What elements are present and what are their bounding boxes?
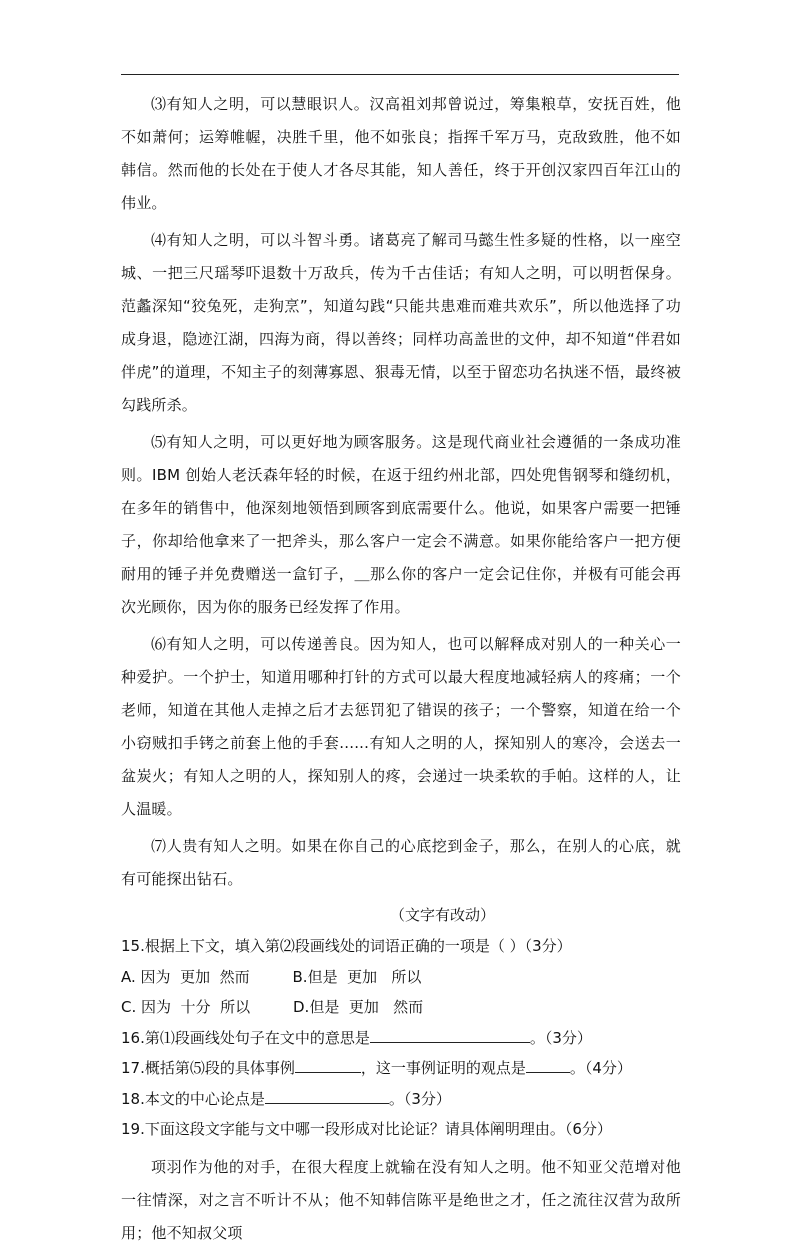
paragraph-6: ⑹有知人之明，可以传递善良。因为知人，也可以解释成对别人的一种关心一种爱护。一个护士，知道用哪种打针的方式可以最大程度地减轻病人的疼痛；一个老师，知道在其他人走掉之后才去惩罚犯了错误的孩子；一个警察，知道在给一个小窃贼扣手铐之前套上他的手套......有知人之明的人，探知别人的寒冷，会送去一盆炭火；有知人之明的人，探知别人的疼，会递过一块柔软的手帕。这样的人，让人温暖。 (121, 635, 681, 818)
source-note: （文字有改动） (389, 906, 495, 924)
question-18 (121, 1084, 681, 1115)
question-18-text: 18.本文的中心论点是 (121, 1089, 265, 1108)
question-17 (121, 1053, 681, 1084)
paragraph-5: ⑸有知人之明，可以更好地为顾客服务。这是现代商业社会遵循的一条成功准则。IBM 创始人老沃森年轻的时候，在返于纽约州北部，四处兜售钢琴和缝纫机，在多年的销售中，他深刻地领悟到顾客到底需要什么。他说，如果客户需要一把锤子，你却给他拿来了一把斧头，那么客户一定会不满意。如果你能给客户一把方便耐用的锤子并免费赠送一盒钉子，＿那么你的客户一定会记住你，并极有可能会再次光顾你，因为你的服务已经发挥了作用。 (121, 433, 681, 616)
question-15: 15.根据上下文，填入第⑵段画线处的词语正确的一项是（ ）（3分） (121, 937, 572, 955)
answer-blank-17b[interactable] (526, 1058, 570, 1073)
question-16-text: 16.第⑴段画线处句子在文中的意思是 (121, 1028, 370, 1047)
answer-blank-18[interactable] (265, 1089, 389, 1104)
paragraph-3: ⑶有知人之明，可以慧眼识人。汉高祖刘邦曾说过，筹集粮草，安抚百姓，他不如萧何；运筹帷幄，决胜千里，他不如张良；指挥千军万马，克敌致胜，他不如韩信。然而他的长处在于使人才各尽其能，知人善任，终于开创汉家四百年江山的伟业。 (121, 95, 681, 212)
comparison-passage: 项羽作为他的对手，在很大程度上就输在没有知人之明。他不知亚父范增对他一往情深，对之言不听计不从；他不知韩信陈平是绝世之才，任之流往汉营为敌所用；他不知叔父项 (121, 1157, 681, 1242)
question-17-text: 17.概括第⑸段的具体事例 (121, 1059, 295, 1077)
question-17-points: 。（4分） (569, 1059, 632, 1077)
answer-blank-16[interactable] (370, 1028, 530, 1043)
content-area (121, 88, 681, 1254)
question-18-points: 。（3分） (388, 1089, 451, 1108)
question-16 (121, 1023, 681, 1054)
question-15-options-row1: A. 因为 更加 然而 B.但是 更加 所以 (121, 967, 422, 986)
question-19: 19.下面这段文字能与文中哪一段形成对比论证？请具体阐明理由。（6分） (121, 1120, 612, 1138)
answer-blank-17a[interactable] (295, 1058, 361, 1073)
question-17-middle: ，这一事例证明的观点是 (360, 1059, 526, 1077)
paragraph-4: ⑷有知人之明，可以斗智斗勇。诸葛亮了解司马懿生性多疑的性格，以一座空城、一把三尺瑶琴吓退数十万敌兵，传为千古佳话；有知人之明，可以明哲保身。范蠡深知“狡兔死，走狗烹”，知道勾践“只能共患难而难共欢乐”，所以他选择了功成身退，隐迹江湖，四海为商，得以善终；同样功高盖世的文仲，却不知道“伴君如伴虎”的道理，不知主子的刻薄寡恩、狠毒无情，以至于留恋功名执迷不悟，最终被勾践所杀。 (121, 231, 682, 414)
paragraph-7: ⑺人贵有知人之明。如果在你自己的心底挖到金子，那么，在别人的心底，就有可能探出钻石。 (121, 837, 681, 888)
question-15-options-row2: C. 因为 十分 所以 D.但是 更加 然而 (121, 998, 424, 1016)
header-rule (121, 74, 679, 75)
question-16-points: 。（3分） (529, 1028, 592, 1047)
